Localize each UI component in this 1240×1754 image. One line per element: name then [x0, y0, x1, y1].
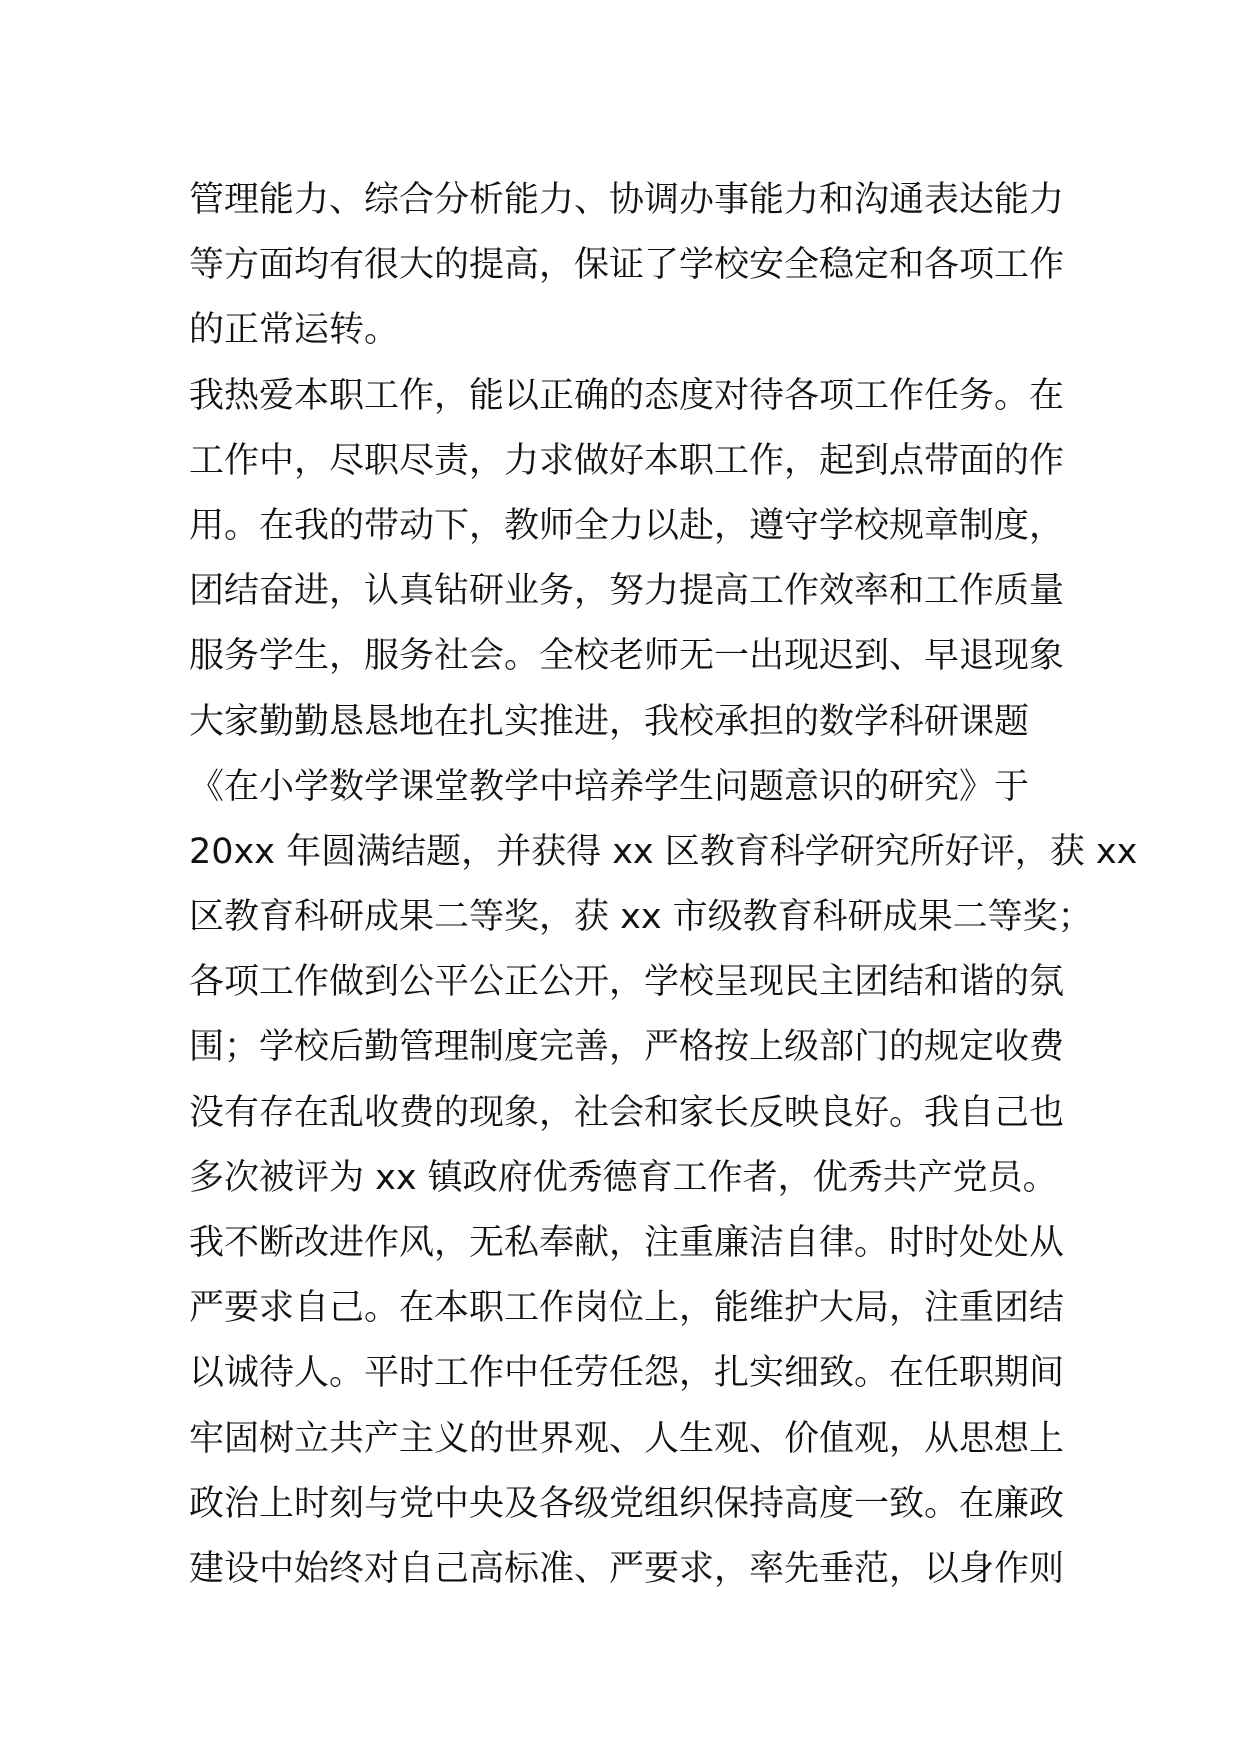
text-line: 20xx 年圆满结题，并获得 xx 区教育科学研究所好评，获 xx	[189, 831, 1138, 872]
text-line: 建设中始终对自己高标准、严要求，率先垂范，以身作则	[189, 1548, 1065, 1589]
text-line: 团结奋进，认真钻研业务，努力提高工作效率和工作质量	[189, 571, 1065, 612]
text-line: 围；学校后勤管理制度完善，严格按上级部门的规定收费	[189, 1027, 1065, 1068]
text-line: 用。在我的带动下，教师全力以赴，遵守学校规章制度，	[189, 505, 1065, 546]
text-line: 大家勤勤恳恳地在扎实推进，我校承担的数学科研课题	[189, 701, 1030, 742]
text-line: 严要求自己。在本职工作岗位上，能维护大局，注重团结	[189, 1288, 1065, 1329]
text-line: 管理能力、综合分析能力、协调办事能力和沟通表达能力	[189, 180, 1065, 220]
text-line: 没有存在乱收费的现象，社会和家长反映良好。我自己也	[189, 1092, 1065, 1133]
text-line: 区教育科研成果二等奖，获 xx 市级教育科研成果二等奖；	[189, 897, 1093, 938]
text-line: 各项工作做到公平公正公开，学校呈现民主团结和谐的氛	[189, 962, 1065, 1003]
text-line: 等方面均有很大的提高，保证了学校安全稳定和各项工作	[189, 245, 1065, 286]
document-body	[189, 168, 1138, 1602]
text-line: 《在小学数学课堂教学中培养学生问题意识的研究》于	[189, 766, 1030, 807]
text-line: 多次被评为 xx 镇政府优秀德育工作者，优秀共产党员。	[189, 1157, 1058, 1198]
text-line: 以诚待人。平时工作中任劳任怨，扎实细致。在任职期间	[189, 1353, 1065, 1394]
text-line: 牢固树立共产主义的世界观、人生观、价值观，从思想上	[189, 1418, 1065, 1459]
text-line: 政治上时刻与党中央及各级党组织保持高度一致。在廉政	[189, 1483, 1065, 1524]
text-line: 的正常运转。	[189, 310, 400, 351]
text-line: 服务学生，服务社会。全校老师无一出现迟到、早退现象	[189, 636, 1065, 677]
text-line: 我热爱本职工作，能以正确的态度对待各项工作任务。在	[189, 375, 1065, 416]
text-line: 工作中，尽职尽责，力求做好本职工作，起到点带面的作	[189, 440, 1065, 481]
text-line: 我不断改进作风，无私奉献，注重廉洁自律。时时处处从	[189, 1223, 1065, 1263]
